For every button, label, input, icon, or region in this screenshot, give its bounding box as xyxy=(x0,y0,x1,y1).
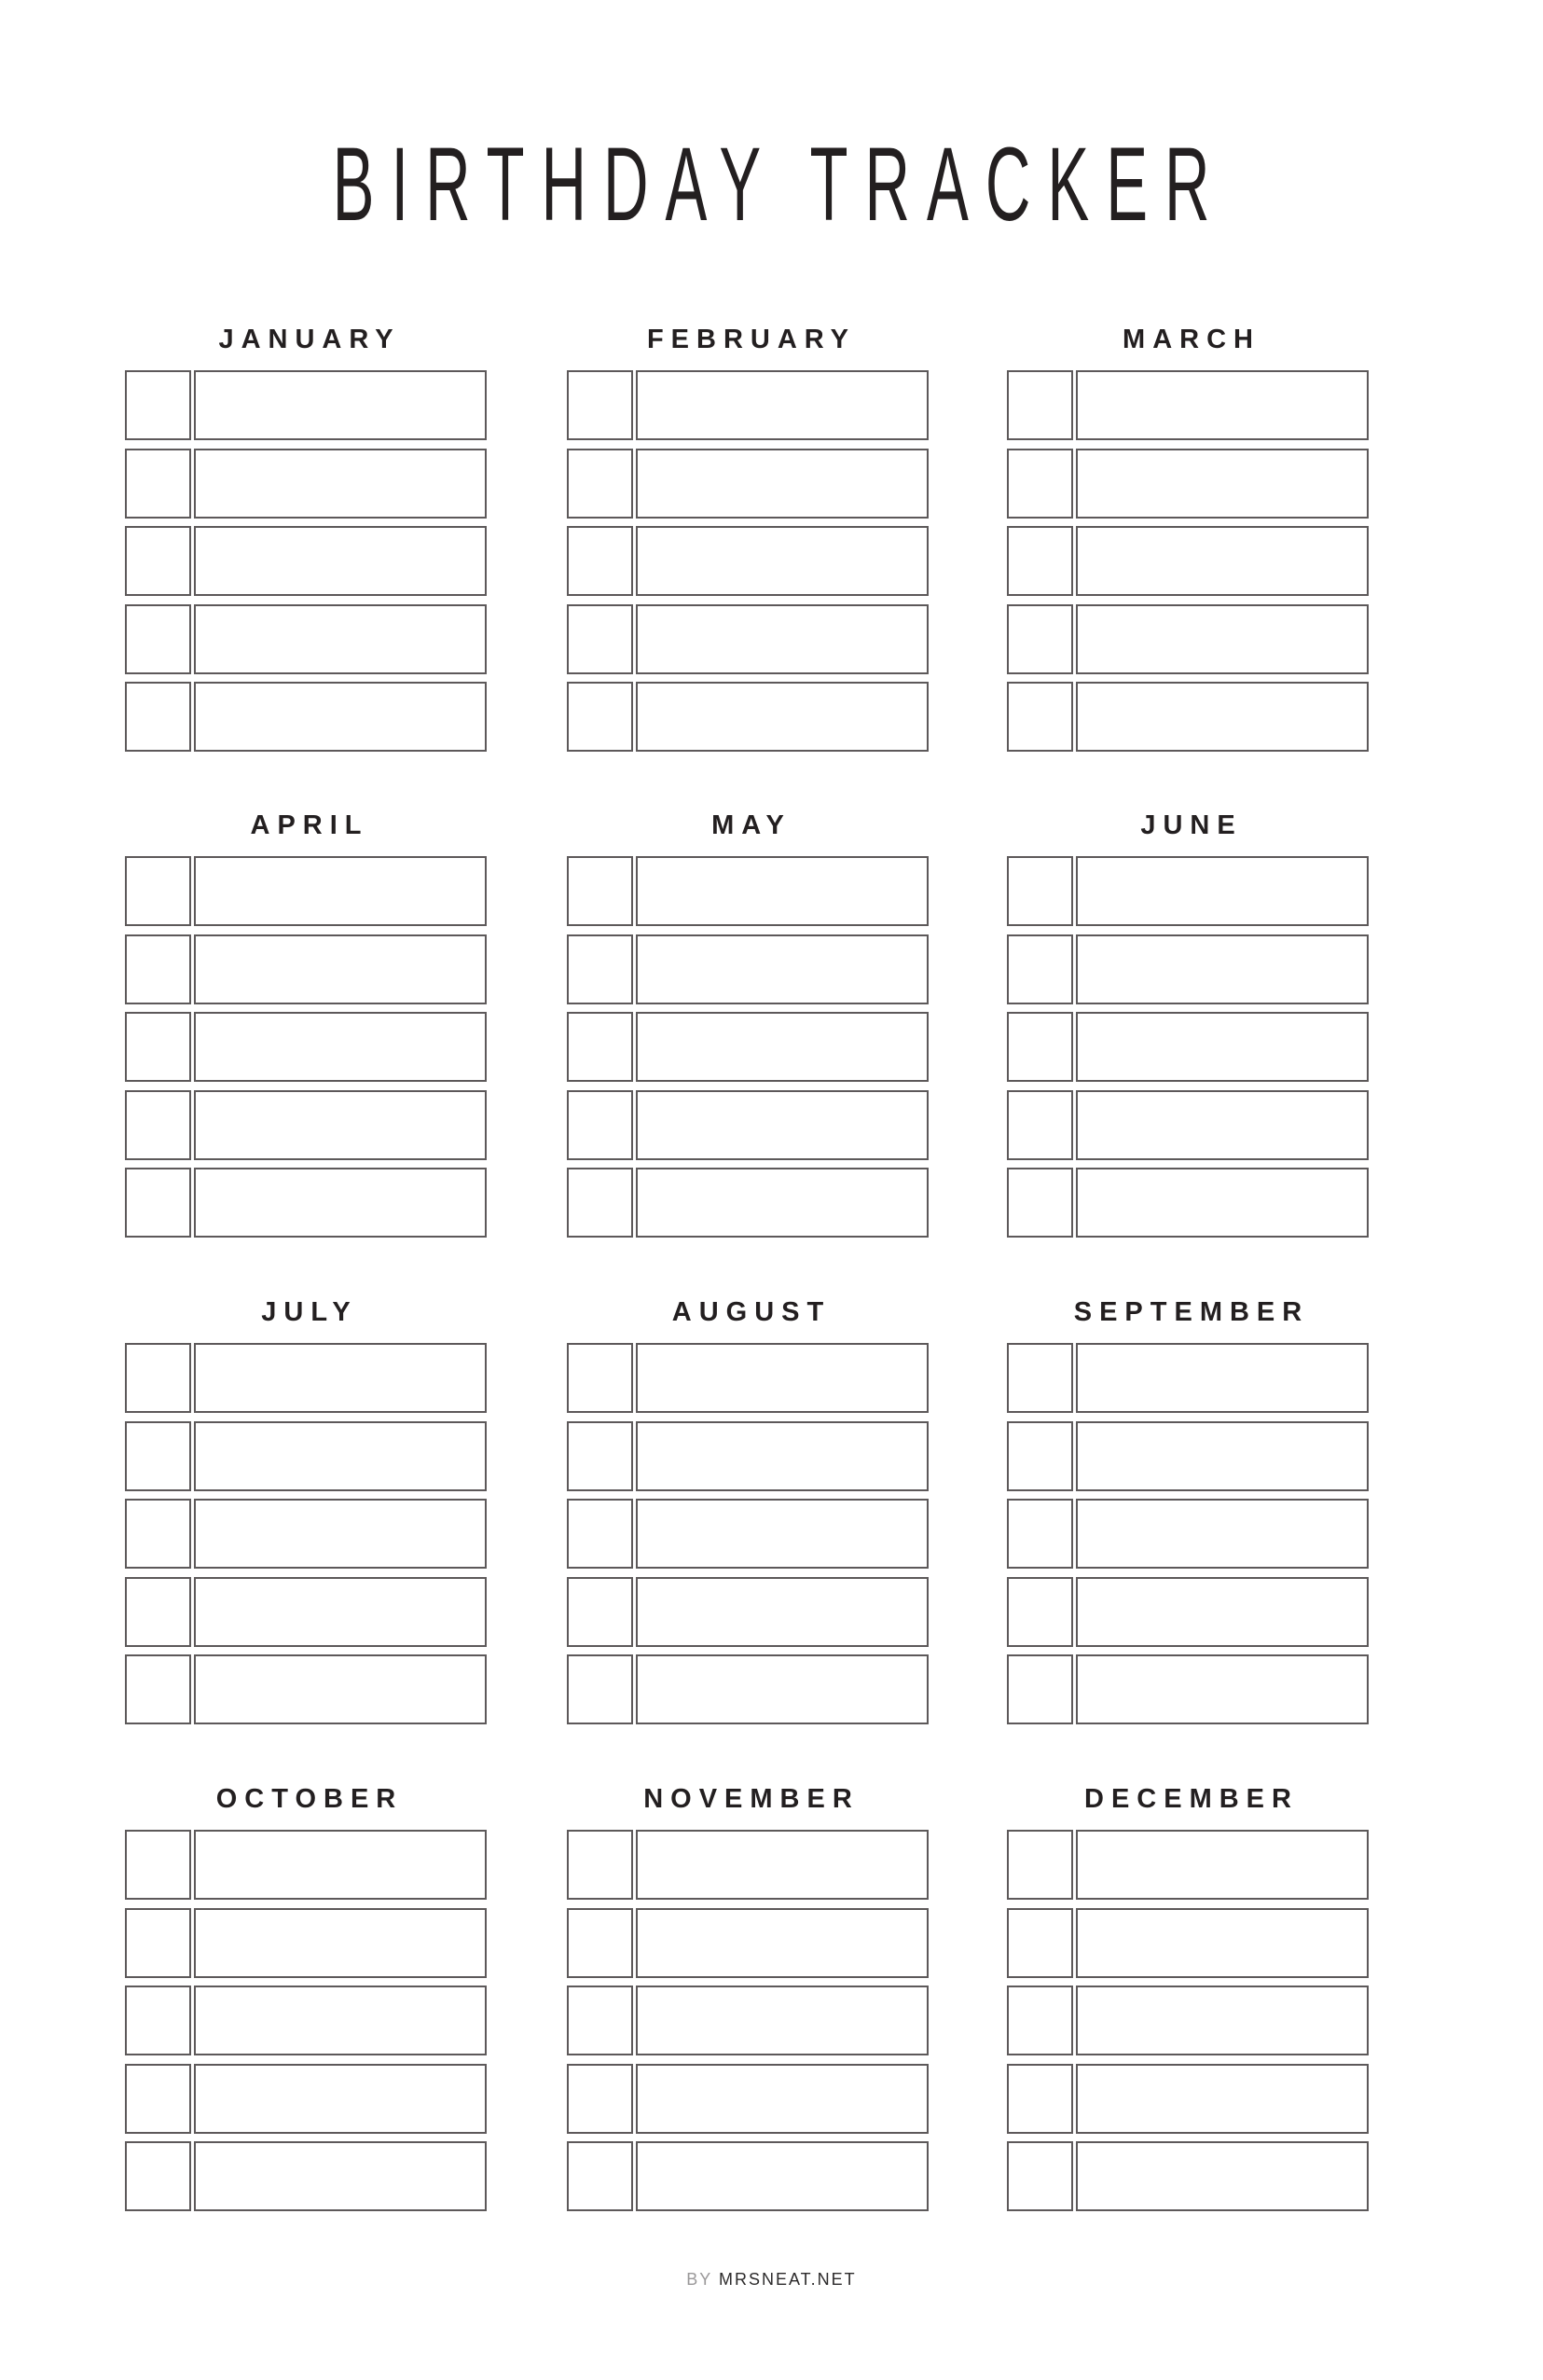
name-box[interactable] xyxy=(194,526,487,596)
birthday-entry-row xyxy=(567,1090,929,1160)
birthday-entry-row xyxy=(125,1343,487,1413)
birthday-entry-row xyxy=(1007,1168,1369,1238)
name-box[interactable] xyxy=(636,1577,929,1647)
name-box[interactable] xyxy=(1076,2141,1369,2211)
date-box[interactable] xyxy=(1007,370,1073,440)
name-box[interactable] xyxy=(194,1012,487,1082)
birthday-entry-row xyxy=(1007,856,1369,926)
date-box[interactable] xyxy=(125,370,191,440)
date-box[interactable] xyxy=(1007,1499,1073,1569)
name-box[interactable] xyxy=(636,1421,929,1491)
month-title: MARCH xyxy=(1123,325,1261,354)
birthday-entry-row xyxy=(567,2141,929,2211)
date-box[interactable] xyxy=(567,1012,633,1082)
date-box[interactable] xyxy=(125,2064,191,2134)
birthday-entry-row xyxy=(567,1012,929,1082)
name-box[interactable] xyxy=(1076,1421,1369,1491)
name-box[interactable] xyxy=(1076,1577,1369,1647)
date-box[interactable] xyxy=(125,526,191,596)
birthday-entry-row xyxy=(125,1012,487,1082)
name-box[interactable] xyxy=(1076,604,1369,674)
date-box[interactable] xyxy=(125,856,191,926)
date-box[interactable] xyxy=(125,604,191,674)
birthday-entry-row xyxy=(567,1499,929,1569)
name-box[interactable] xyxy=(1076,1168,1369,1238)
name-box[interactable] xyxy=(194,1577,487,1647)
birthday-entry-row xyxy=(1007,1577,1369,1647)
name-box[interactable] xyxy=(1076,1908,1369,1978)
name-box[interactable] xyxy=(636,1986,929,2055)
name-box[interactable] xyxy=(636,1012,929,1082)
footer-site-name: MRSNEAT.NET xyxy=(719,2270,857,2289)
name-box[interactable] xyxy=(636,1830,929,1900)
date-box[interactable] xyxy=(1007,856,1073,926)
date-box[interactable] xyxy=(567,1421,633,1491)
date-box[interactable] xyxy=(1007,1421,1073,1491)
name-box[interactable] xyxy=(194,1421,487,1491)
name-box[interactable] xyxy=(636,526,929,596)
name-box[interactable] xyxy=(1076,1830,1369,1900)
date-box[interactable] xyxy=(567,1830,633,1900)
name-box[interactable] xyxy=(1076,1343,1369,1413)
name-box[interactable] xyxy=(194,1908,487,1978)
birthday-entry-row xyxy=(125,526,487,596)
birthday-entry-row xyxy=(567,1986,929,2055)
date-box[interactable] xyxy=(125,682,191,752)
birthday-entry-row xyxy=(567,449,929,519)
name-box[interactable] xyxy=(636,370,929,440)
birthday-entry-row xyxy=(567,1343,929,1413)
birthday-entry-row xyxy=(1007,1421,1369,1491)
birthday-entry-row xyxy=(567,934,929,1004)
name-box[interactable] xyxy=(636,2141,929,2211)
name-box[interactable] xyxy=(194,2141,487,2211)
date-box[interactable] xyxy=(567,370,633,440)
name-box[interactable] xyxy=(1076,682,1369,752)
date-box[interactable] xyxy=(567,2141,633,2211)
date-box[interactable] xyxy=(125,1830,191,1900)
date-box[interactable] xyxy=(125,934,191,1004)
date-box[interactable] xyxy=(125,449,191,519)
birthday-entry-row xyxy=(125,1577,487,1647)
date-box[interactable] xyxy=(567,682,633,752)
name-box[interactable] xyxy=(194,1090,487,1160)
month-title: APRIL xyxy=(250,810,369,840)
birthday-entry-row xyxy=(125,1090,487,1160)
name-box[interactable] xyxy=(194,856,487,926)
birthday-entry-row xyxy=(1007,526,1369,596)
name-box[interactable] xyxy=(1076,856,1369,926)
birthday-entry-row xyxy=(567,1908,929,1978)
month-title: JUNE xyxy=(1140,810,1243,840)
name-box[interactable] xyxy=(1076,1012,1369,1082)
page-title: BIRTHDAY TRACKER xyxy=(333,126,1227,242)
month-title: JANUARY xyxy=(218,325,401,354)
name-box[interactable] xyxy=(194,1343,487,1413)
birthday-entry-row xyxy=(125,1499,487,1569)
name-box[interactable] xyxy=(636,1168,929,1238)
birthday-entry-row xyxy=(125,934,487,1004)
date-box[interactable] xyxy=(567,604,633,674)
date-box[interactable] xyxy=(1007,1830,1073,1900)
date-box[interactable] xyxy=(567,1499,633,1569)
birthday-entry-row xyxy=(567,2064,929,2134)
birthday-entry-row xyxy=(567,1654,929,1724)
name-box[interactable] xyxy=(1076,1986,1369,2055)
name-box[interactable] xyxy=(636,1654,929,1724)
name-box[interactable] xyxy=(1076,1654,1369,1724)
name-box[interactable] xyxy=(636,449,929,519)
name-box[interactable] xyxy=(636,682,929,752)
date-box[interactable] xyxy=(125,1908,191,1978)
birthday-entry-row xyxy=(1007,1090,1369,1160)
name-box[interactable] xyxy=(636,1090,929,1160)
date-box[interactable] xyxy=(125,2141,191,2211)
name-box[interactable] xyxy=(194,934,487,1004)
birthday-entry-row xyxy=(125,2064,487,2134)
birthday-entry-row xyxy=(567,1168,929,1238)
birthday-entry-row xyxy=(1007,934,1369,1004)
birthday-entry-row xyxy=(1007,1343,1369,1413)
name-box[interactable] xyxy=(1076,2064,1369,2134)
date-box[interactable] xyxy=(125,1499,191,1569)
name-box[interactable] xyxy=(636,1499,929,1569)
birthday-entry-row xyxy=(125,1986,487,2055)
month-title: AUGUST xyxy=(671,1297,832,1327)
birthday-entry-row xyxy=(125,1908,487,1978)
date-box[interactable] xyxy=(125,1654,191,1724)
birthday-entry-row xyxy=(1007,1908,1369,1978)
birthday-entry-row xyxy=(567,370,929,440)
name-box[interactable] xyxy=(194,682,487,752)
birthday-entry-row xyxy=(125,449,487,519)
birthday-entry-row xyxy=(1007,604,1369,674)
name-box[interactable] xyxy=(194,1830,487,1900)
month-title: MAY xyxy=(711,810,792,840)
date-box[interactable] xyxy=(567,526,633,596)
date-box[interactable] xyxy=(567,1908,633,1978)
name-box[interactable] xyxy=(636,856,929,926)
birthday-entry-row xyxy=(125,1654,487,1724)
birthday-entry-row xyxy=(1007,2064,1369,2134)
birthday-entry-row xyxy=(125,1830,487,1900)
name-box[interactable] xyxy=(636,1343,929,1413)
birthday-entry-row xyxy=(567,1421,929,1491)
date-box[interactable] xyxy=(1007,526,1073,596)
name-box[interactable] xyxy=(636,1908,929,1978)
date-box[interactable] xyxy=(567,2064,633,2134)
birthday-entry-row xyxy=(125,370,487,440)
name-box[interactable] xyxy=(194,2064,487,2134)
name-box[interactable] xyxy=(194,370,487,440)
month-title: JULY xyxy=(261,1297,358,1327)
birthday-entry-row xyxy=(1007,682,1369,752)
date-box[interactable] xyxy=(125,1090,191,1160)
birthday-entry-row xyxy=(567,1577,929,1647)
birthday-entry-row xyxy=(567,526,929,596)
date-box[interactable] xyxy=(1007,2141,1073,2211)
month-title: FEBRUARY xyxy=(646,325,857,354)
date-box[interactable] xyxy=(125,1012,191,1082)
date-box[interactable] xyxy=(125,1577,191,1647)
footer-by-label: BY xyxy=(686,2270,712,2289)
month-title: DECEMBER xyxy=(1084,1784,1299,1814)
birthday-entry-row xyxy=(125,682,487,752)
date-box[interactable] xyxy=(1007,934,1073,1004)
date-box[interactable] xyxy=(1007,682,1073,752)
name-box[interactable] xyxy=(194,604,487,674)
date-box[interactable] xyxy=(1007,1908,1073,1978)
name-box[interactable] xyxy=(194,1986,487,2055)
name-box[interactable] xyxy=(194,449,487,519)
month-title: SEPTEMBER xyxy=(1073,1297,1310,1327)
name-box[interactable] xyxy=(1076,1499,1369,1569)
date-box[interactable] xyxy=(567,1343,633,1413)
date-box[interactable] xyxy=(1007,1654,1073,1724)
birthday-entry-row xyxy=(1007,370,1369,440)
date-box[interactable] xyxy=(125,1421,191,1491)
date-box[interactable] xyxy=(1007,449,1073,519)
birthday-entry-row xyxy=(125,856,487,926)
date-box[interactable] xyxy=(1007,2064,1073,2134)
date-box[interactable] xyxy=(1007,1168,1073,1238)
name-box[interactable] xyxy=(636,2064,929,2134)
footer-credit xyxy=(0,2269,1543,2290)
date-box[interactable] xyxy=(1007,1343,1073,1413)
birthday-entry-row xyxy=(1007,2141,1369,2211)
name-box[interactable] xyxy=(194,1168,487,1238)
date-box[interactable] xyxy=(1007,604,1073,674)
date-box[interactable] xyxy=(567,1090,633,1160)
date-box[interactable] xyxy=(567,1654,633,1724)
page-title-container xyxy=(0,126,1543,242)
name-box[interactable] xyxy=(194,1499,487,1569)
date-box[interactable] xyxy=(125,1168,191,1238)
date-box[interactable] xyxy=(125,1343,191,1413)
name-box[interactable] xyxy=(1076,449,1369,519)
date-box[interactable] xyxy=(567,1577,633,1647)
date-box[interactable] xyxy=(567,1168,633,1238)
name-box[interactable] xyxy=(194,1654,487,1724)
date-box[interactable] xyxy=(125,1986,191,2055)
name-box[interactable] xyxy=(1076,1090,1369,1160)
birthday-entry-row xyxy=(125,1168,487,1238)
birthday-entry-row xyxy=(1007,1830,1369,1900)
name-box[interactable] xyxy=(1076,526,1369,596)
month-title: OCTOBER xyxy=(215,1784,404,1814)
birthday-entry-row xyxy=(1007,449,1369,519)
birthday-entry-row xyxy=(567,604,929,674)
date-box[interactable] xyxy=(1007,1012,1073,1082)
date-box[interactable] xyxy=(567,934,633,1004)
birthday-entry-row xyxy=(1007,1654,1369,1724)
month-title: NOVEMBER xyxy=(643,1784,860,1814)
date-box[interactable] xyxy=(567,856,633,926)
birthday-entry-row xyxy=(125,604,487,674)
name-box[interactable] xyxy=(636,604,929,674)
name-box[interactable] xyxy=(1076,370,1369,440)
birthday-entry-row xyxy=(1007,1499,1369,1569)
date-box[interactable] xyxy=(567,449,633,519)
birthday-entry-row xyxy=(567,1830,929,1900)
birthday-entry-row xyxy=(567,682,929,752)
date-box[interactable] xyxy=(1007,1577,1073,1647)
date-box[interactable] xyxy=(1007,1986,1073,2055)
birthday-entry-row xyxy=(567,856,929,926)
date-box[interactable] xyxy=(1007,1090,1073,1160)
birthday-entry-row xyxy=(1007,1986,1369,2055)
date-box[interactable] xyxy=(567,1986,633,2055)
name-box[interactable] xyxy=(636,934,929,1004)
birthday-entry-row xyxy=(125,1421,487,1491)
birthday-entry-row xyxy=(1007,1012,1369,1082)
name-box[interactable] xyxy=(1076,934,1369,1004)
birthday-entry-row xyxy=(125,2141,487,2211)
